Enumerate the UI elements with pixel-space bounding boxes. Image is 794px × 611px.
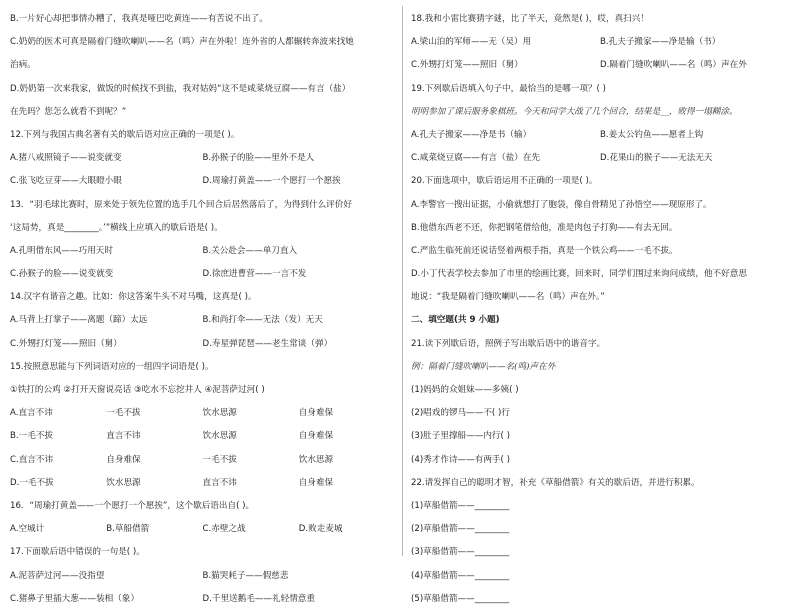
option-row [411, 147, 789, 170]
option-b: B.孙猴子的脸——里外不是人 [202, 153, 315, 164]
fill-item: (3)肚子里撑船——内行( ) [411, 431, 510, 442]
question-stem-17: 17.下面歇后语中错误的一句是( )。 [10, 547, 145, 558]
option-row [10, 263, 395, 286]
option-a: A.空城计 [10, 524, 45, 535]
question-stem-20: 20.下面选项中，歇后语运用不正确的一项是( )。 [411, 176, 598, 187]
option-b: B.猫哭耗子——假慈悲 [202, 570, 289, 581]
option-cell: 饮水思源 [298, 454, 334, 465]
section-heading: 二、填空题(共 9 小题) [411, 315, 500, 326]
question-stem-12: 12.下列与我国古典名著有关的歇后语对应正确的一项是( )。 [10, 129, 240, 140]
option-row [10, 449, 395, 472]
option-d: D.周瑜打黄盖——一个愿打一个愿挨 [202, 176, 341, 187]
option-d: D.寿星弹琵琶——老生常谈（弹） [202, 338, 333, 349]
column-divider [402, 6, 403, 556]
question-stem-14: 14.汉字有谐音之趣。比如：你这答案牛头不对马嘴，这真是( )。 [10, 292, 257, 303]
option-cell: 自身难保 [298, 477, 334, 488]
option-row [10, 309, 395, 332]
question-line: 治病。 [10, 60, 36, 71]
option-cell: 饮水思源 [106, 477, 141, 488]
option-c: C.赤壁之战 [202, 524, 246, 535]
fill-item: (2)唱戏的锣马——不( )行 [411, 408, 510, 419]
option-row [411, 54, 789, 77]
question-line: B.一片好心却把事情办糟了，我真是哑巴吃黄连——有苦说不出了。 [10, 14, 268, 24]
option-cell: 自身难保 [298, 408, 334, 419]
option-c: C.张飞吃豆芽——大眼瞪小眼 [10, 176, 122, 187]
option-a: A.孔明借东风——巧用天时 [10, 245, 113, 256]
question-stem-19: 19.下列歇后语填入句子中，最恰当的是哪一项？( ) [411, 83, 606, 94]
option-d: D.隔着门缝吹喇叭——名（鸣）声在外 [600, 60, 747, 71]
option-c: C.外甥打灯笼——照旧（舅） [10, 338, 122, 349]
fill-item: (2)草船借箭——________ [411, 524, 510, 535]
option-cell: 一毛不拔 [202, 454, 237, 465]
option-cell: C.直言不讳 [10, 454, 54, 465]
option-b: B.和尚打伞——无法（发）无天 [202, 315, 323, 326]
question-line: D.奶奶第一次来我家，做饭的时候找不到盐，我对姑妈“这不是咸菜烧豆腐——有言（盐） [10, 83, 351, 94]
left-column [10, 8, 395, 611]
right-column [411, 8, 789, 611]
option-a: A.李警官一搜出证据，小偷就想打了胞袋，像自骨精见了孙悟空——现原形了。 [411, 199, 712, 210]
question-stem-22: 22.请发挥自己的聪明才智，补充《草船借箭》有关的歇后语，并进行积累。 [411, 477, 700, 488]
option-cell: D.一毛不拔 [10, 477, 54, 488]
option-d: D.花果山的猴子——无法无天 [600, 153, 713, 164]
option-row [10, 588, 395, 611]
option-row [10, 402, 395, 425]
fill-item: (4)秀才作诗——有两手( ) [411, 454, 510, 465]
question-stem-15: 15.按照意思能与下列词语对应的一组四字词语是( )。 [10, 361, 214, 372]
option-row [10, 147, 395, 170]
option-row [10, 240, 395, 263]
option-d: D.徐庶进曹营——一言不发 [202, 269, 307, 280]
option-cell: B.一毛不拔 [10, 431, 54, 442]
question-stem-13: 13．“羽毛球比赛时，原来处于领先位置的选手几个回合后居然落后了，为得到什么评价好 [10, 199, 352, 210]
option-a: A.梁山泊的军师——无（吴）用 [411, 37, 532, 48]
option-d: D.败走麦城 [298, 524, 343, 535]
option-cell: 自身难保 [106, 454, 141, 465]
option-a: A.马背上打掌子——离题（蹄）太远 [10, 315, 148, 326]
question-passage: 明明参加了课后服务象棋班。今天和同学大战了几个回合，结果是__，败得一塌糊涂。 [411, 106, 738, 117]
fill-item: (5)草船借箭——________ [411, 593, 510, 604]
option-c: C.严监生临死前还说话竖着两根手指，真是一个铁公鸡——一毛不拔。 [411, 245, 678, 256]
option-row [411, 31, 789, 54]
option-row [10, 472, 395, 495]
option-cell: 一毛不拔 [106, 408, 141, 419]
option-row [10, 565, 395, 588]
option-row [10, 333, 395, 356]
option-row [10, 170, 395, 193]
option-b: B.孔夫子搬家——净是输（书） [600, 37, 721, 48]
fill-item: (1)草船借箭——________ [411, 500, 510, 511]
fill-item: (3)草船借箭——________ [411, 547, 510, 558]
question-stem-21: 21.读下列歇后语，照例子写出歇后语中的谐音字。 [411, 338, 606, 349]
question-stem-16: 16．“周瑜打黄盖——一个愿打一个愿挨”，这个歇后语出自( )。 [10, 500, 255, 511]
option-cell: 饮水思源 [202, 408, 237, 419]
question-line: ‘这局势，真是________。’”横线上应填入的歇后语是( )。 [10, 222, 223, 233]
example-line: 例：隔着门缝吹喇叭——名(鸣)声在外 [411, 361, 556, 372]
option-row [10, 518, 395, 541]
option-cell: A.直言不讳 [10, 408, 53, 419]
option-b: B.他借东西老不还，你把钢笔借给他，准是肉包子打狗——有去无回。 [411, 222, 678, 233]
option-row [411, 124, 789, 147]
question-line: ①铁打的公鸡 ②打开天窗说亮话 ③吃水不忘挖井人 ④泥菩萨过河( ) [10, 385, 265, 395]
option-cell: 饮水思源 [202, 431, 237, 442]
fill-item: (4)草船借箭——________ [411, 570, 510, 581]
option-c: C.猪鼻子里插大葱——装相（象） [10, 593, 140, 604]
option-c: C.孙猴子的脸——说变就变 [10, 269, 114, 280]
question-line: 在先吗？您怎么就看不到呢？” [10, 106, 127, 117]
option-cell: 直言不讳 [202, 477, 237, 488]
option-b: B.草船借箭 [106, 524, 150, 535]
option-c: C.外甥打灯笼——照旧（舅） [411, 60, 523, 71]
option-row [10, 425, 395, 448]
question-line: C.奶奶的医术可真是隔着门缝吹喇叭——名（鸣）声在外啦！连外省的人都辗转奔波来找她 [10, 37, 354, 48]
option-a: A.孔夫子搬家——净是书（输） [411, 129, 532, 140]
option-d: D.小丁代表学校去参加了市里的绘画比赛，回来时，同学们围过来询问成绩，他不好意思 [411, 269, 747, 280]
option-b: B.关公赴会——单刀直入 [202, 245, 298, 256]
question-stem-18: 18.我和小雷比赛猜字谜，比了半天，竟然是( )，哎，真扫兴！ [411, 14, 649, 24]
option-cell: 自身难保 [298, 431, 334, 442]
option-d: D.千里送鹅毛——礼轻情意重 [202, 593, 315, 604]
fill-item: (1)妈妈的众姐妹——多姨( ) [411, 385, 519, 395]
option-a: A.猪八戒照镜子——说变就变 [10, 153, 122, 164]
option-cell: 直言不讳 [106, 431, 141, 442]
question-line: 地说：“我是隔着门缝吹喇叭——名（鸣）声在外。” [411, 292, 605, 303]
option-a: A.泥菩萨过河——没指望 [10, 570, 105, 581]
option-b: B.姜太公钓鱼——愿者上钩 [600, 129, 704, 140]
option-c: C.咸菜烧豆腐——有言（盐）在先 [411, 153, 541, 164]
